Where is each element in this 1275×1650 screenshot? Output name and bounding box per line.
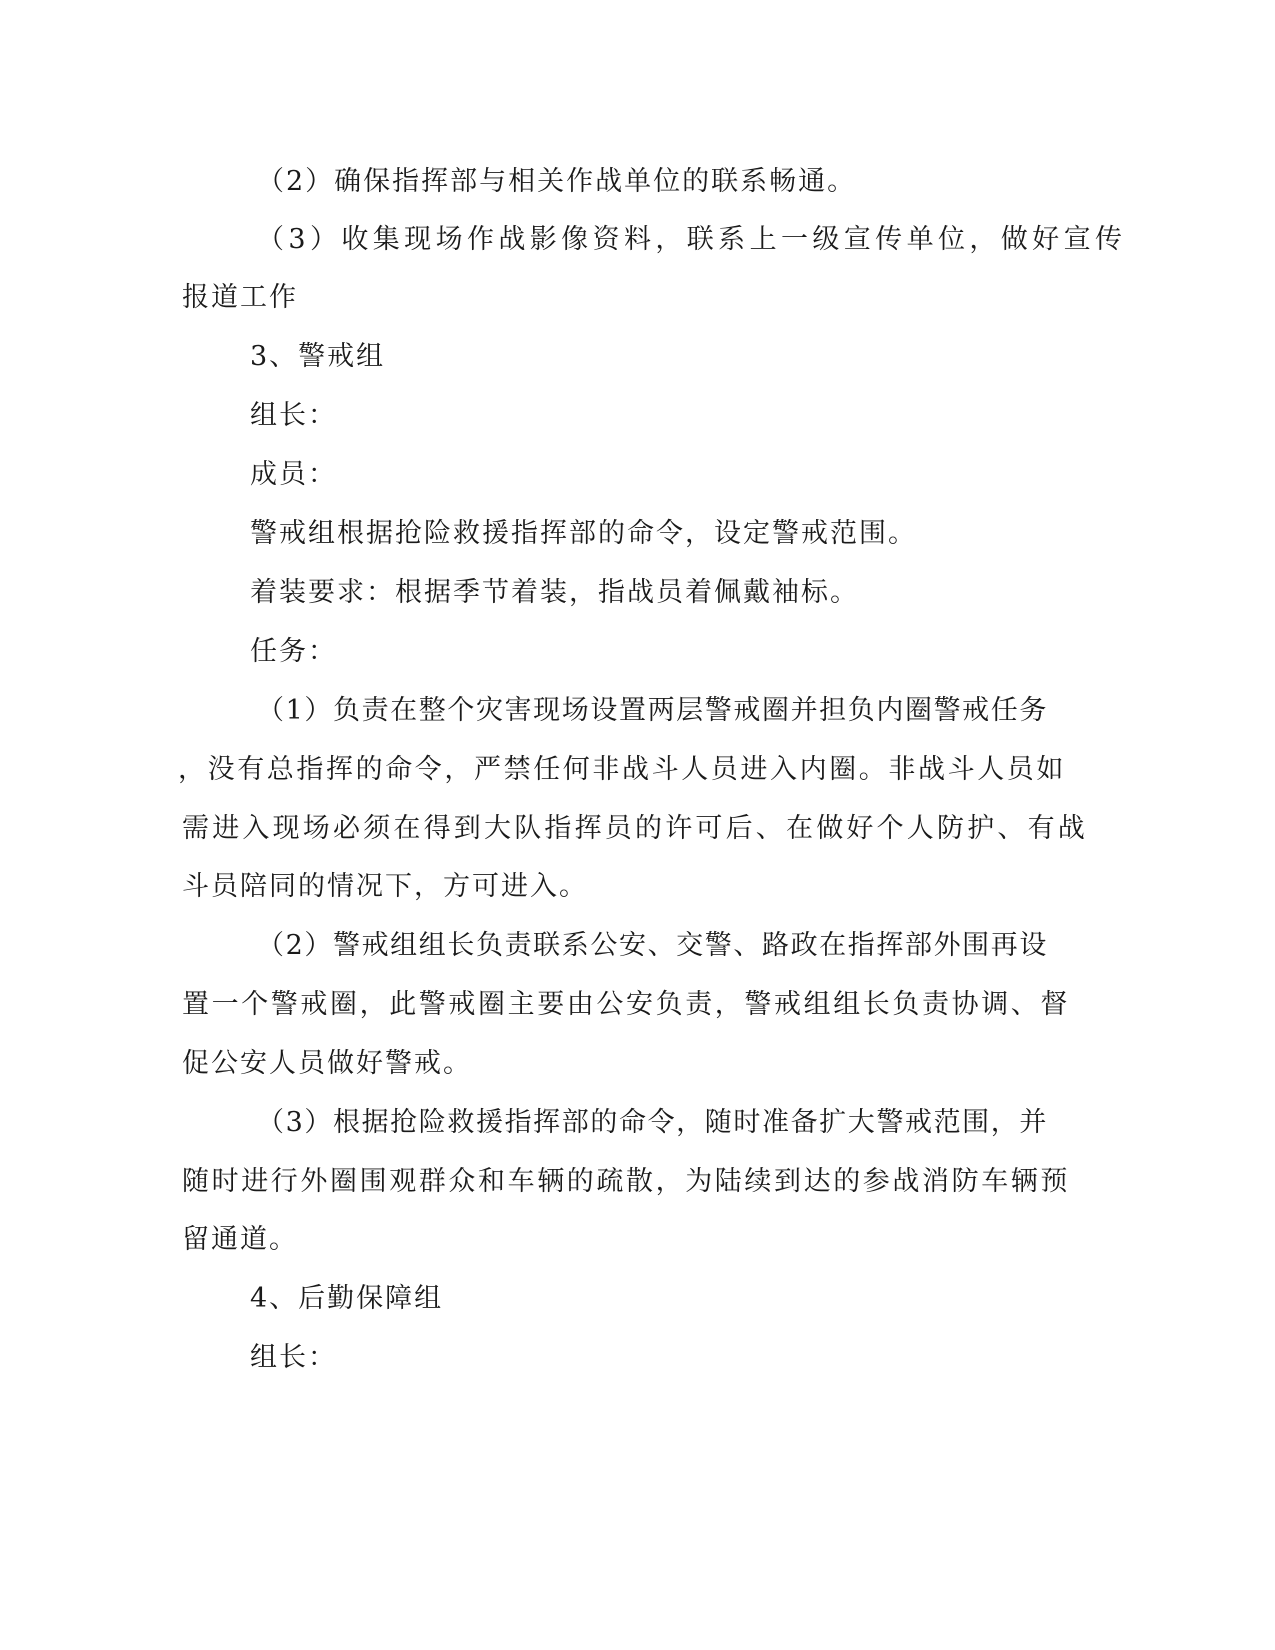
paragraph-line: （2）确保指挥部与相关作战单位的联系畅通。 bbox=[257, 166, 857, 197]
paragraph-line: （2）警戒组组长负责联系公安、交警、路政在指挥部外围再设 bbox=[257, 930, 1048, 961]
paragraph-line: （3）收集现场作战影像资料，联系上一级宣传单位，做好宣传 bbox=[257, 224, 1127, 255]
paragraph-line: 斗员陪同的情况下，方可进入。 bbox=[182, 871, 588, 902]
paragraph-line: 置一个警戒圈，此警戒圈主要由公安负责，警戒组组长负责协调、督 bbox=[182, 989, 1070, 1020]
paragraph-line: 成员： bbox=[250, 459, 337, 490]
paragraph-line: 随时进行外圈围观群众和车辆的疏散，为陆续到达的参战消防车辆预 bbox=[182, 1166, 1070, 1197]
paragraph-line: 促公安人员做好警戒。 bbox=[182, 1048, 472, 1079]
paragraph-line: （1）负责在整个灾害现场设置两层警戒圈并担负内圈警戒任务 bbox=[257, 695, 1048, 726]
paragraph-line: 组长： bbox=[250, 1342, 337, 1373]
section-heading: 4、后勤保障组 bbox=[250, 1283, 444, 1314]
paragraph-line: 报道工作 bbox=[182, 282, 298, 313]
paragraph-line: 组长： bbox=[250, 400, 337, 431]
paragraph-line: 任务： bbox=[250, 636, 337, 667]
paragraph-line: （3）根据抢险救援指挥部的命令，随时准备扩大警戒范围，并 bbox=[257, 1107, 1048, 1138]
paragraph-line: 留通道。 bbox=[182, 1224, 298, 1255]
paragraph-line: 警戒组根据抢险救援指挥部的命令，设定警戒范围。 bbox=[250, 518, 917, 549]
paragraph-line: ，没有总指挥的命令，严禁任何非战斗人员进入内圈。非战斗人员如 bbox=[178, 754, 1066, 785]
section-heading: 3、警戒组 bbox=[250, 341, 386, 372]
paragraph-line: 需进入现场必须在得到大队指挥员的许可后、在做好个人防护、有战 bbox=[182, 813, 1088, 844]
paragraph-line: 着装要求：根据季节着装，指战员着佩戴袖标。 bbox=[250, 577, 859, 608]
